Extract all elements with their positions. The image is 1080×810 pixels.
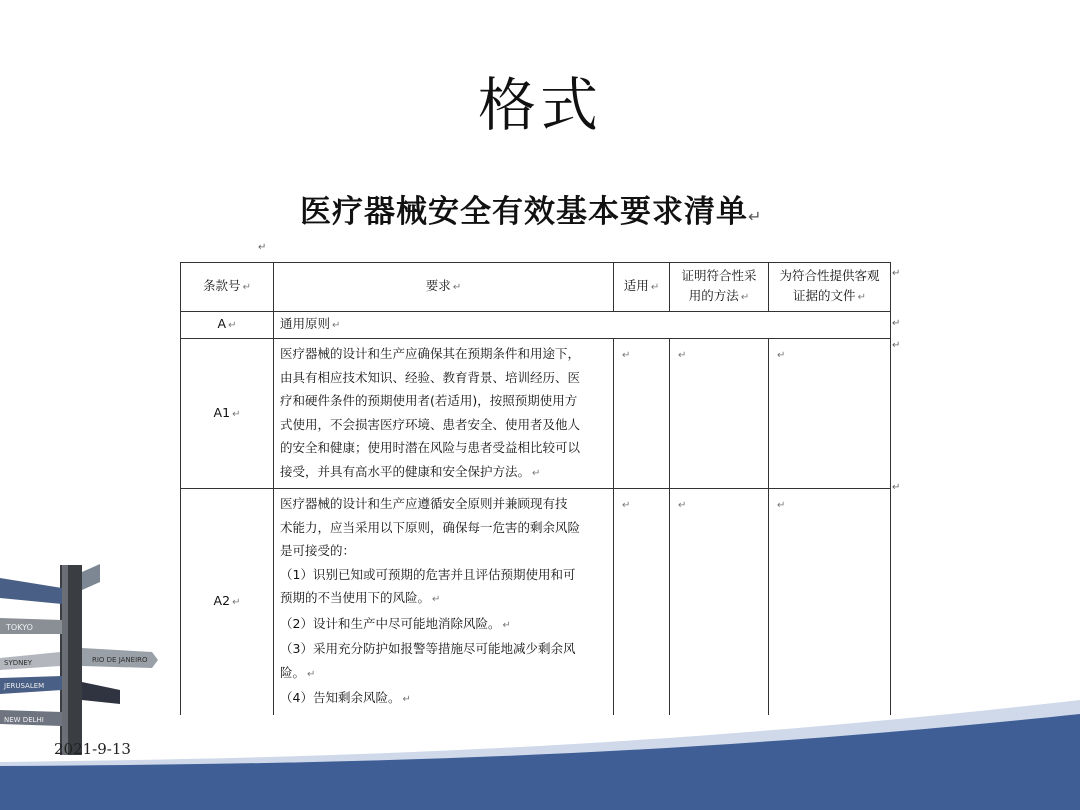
evidence-cell: ↵	[769, 339, 891, 489]
clause-cell: A1 ↵	[181, 339, 274, 489]
method-cell: ↵	[670, 339, 769, 489]
document-title-text: 医疗器械安全有效基本要求清单	[300, 194, 748, 230]
requirement-line: （3）采用充分防护如报警等措施尽可能地减少剩余风	[280, 641, 576, 656]
sign-arrow	[0, 578, 62, 604]
requirement-line: 医疗器械的设计和生产应确保其在预期条件和用途下，	[280, 346, 581, 361]
requirement-line: 的安全和健康；使用时潜在风险与患者受益相比较可以	[280, 440, 581, 455]
requirement-line: 式使用，不会损害医疗环境、患者安全、使用者及他人	[280, 416, 581, 432]
requirement-line: （1）识别已知或可预期的危害并且评估预期使用和可	[280, 566, 576, 582]
requirement-line: 接受，并具有高水平的健康和安全保护方法。 ↵	[280, 463, 541, 479]
table-row	[181, 489, 891, 715]
requirement-cell: 通用原则 ↵	[274, 312, 891, 339]
applicable-cell: ↵	[614, 489, 670, 715]
table-row	[181, 339, 891, 489]
return-mark: ↵	[892, 318, 901, 329]
return-mark: ↵	[892, 268, 901, 279]
clause-cell: A ↵	[181, 312, 274, 339]
requirement-line: 医疗器械的设计和生产应遵循安全原则并兼顾现有技	[280, 496, 568, 511]
clause-cell: A2 ↵	[181, 489, 274, 715]
header-clause: 条款号 ↵	[181, 263, 274, 312]
requirement-line: 预期的不当使用下的风险。 ↵	[280, 590, 441, 605]
applicable-cell: ↵	[614, 339, 670, 489]
requirement-line: 由具有相应技术知识、经验、教育背景、培训经历、医	[280, 369, 581, 385]
header-requirement: 要求 ↵	[274, 263, 614, 312]
return-mark: ↵	[892, 340, 901, 351]
header-method: 证明符合性采用的方法 ↵	[670, 263, 769, 312]
slide-title: 格式	[477, 71, 602, 139]
table-row	[181, 312, 891, 339]
table-header-row	[181, 263, 891, 312]
return-mark: ↵	[258, 242, 267, 253]
return-mark: ↵	[748, 207, 763, 226]
requirement-line: 疗和硬件条件的预期使用者(若适用)，按照预期使用方	[280, 393, 578, 408]
sign-arrow	[82, 564, 100, 590]
sign-label: NEW DELHI	[4, 716, 44, 724]
slide-date: 2021-9-13	[54, 740, 131, 758]
sign-label: RIO DE JANEIRO	[92, 656, 148, 664]
return-mark: ↵	[892, 482, 901, 493]
requirement-line: （2）设计和生产中尽可能地消除风险。 ↵	[280, 615, 511, 631]
sign-label: TOKYO	[6, 623, 33, 632]
header-applicable: 适用 ↵	[614, 263, 670, 312]
requirement-line: 术能力，应当采用以下原则，确保每一危害的剩余风险	[280, 519, 581, 535]
requirement-line: 险。 ↵	[280, 664, 316, 680]
requirement-cell	[274, 489, 614, 715]
document-title	[300, 186, 762, 231]
footer-wave	[0, 700, 1080, 810]
requirement-cell	[274, 339, 614, 489]
sign-label: JERUSALEM	[4, 682, 45, 690]
evidence-cell: ↵	[769, 489, 891, 715]
sign-label: SYDNEY	[4, 659, 33, 667]
method-cell: ↵	[670, 489, 769, 715]
requirement-line: 是可接受的：	[280, 543, 356, 558]
requirement-line: （4）告知剩余风险。 ↵	[280, 690, 411, 705]
requirements-table	[180, 262, 891, 715]
header-evidence: 为符合性提供客观证据的文件 ↵	[769, 263, 891, 312]
